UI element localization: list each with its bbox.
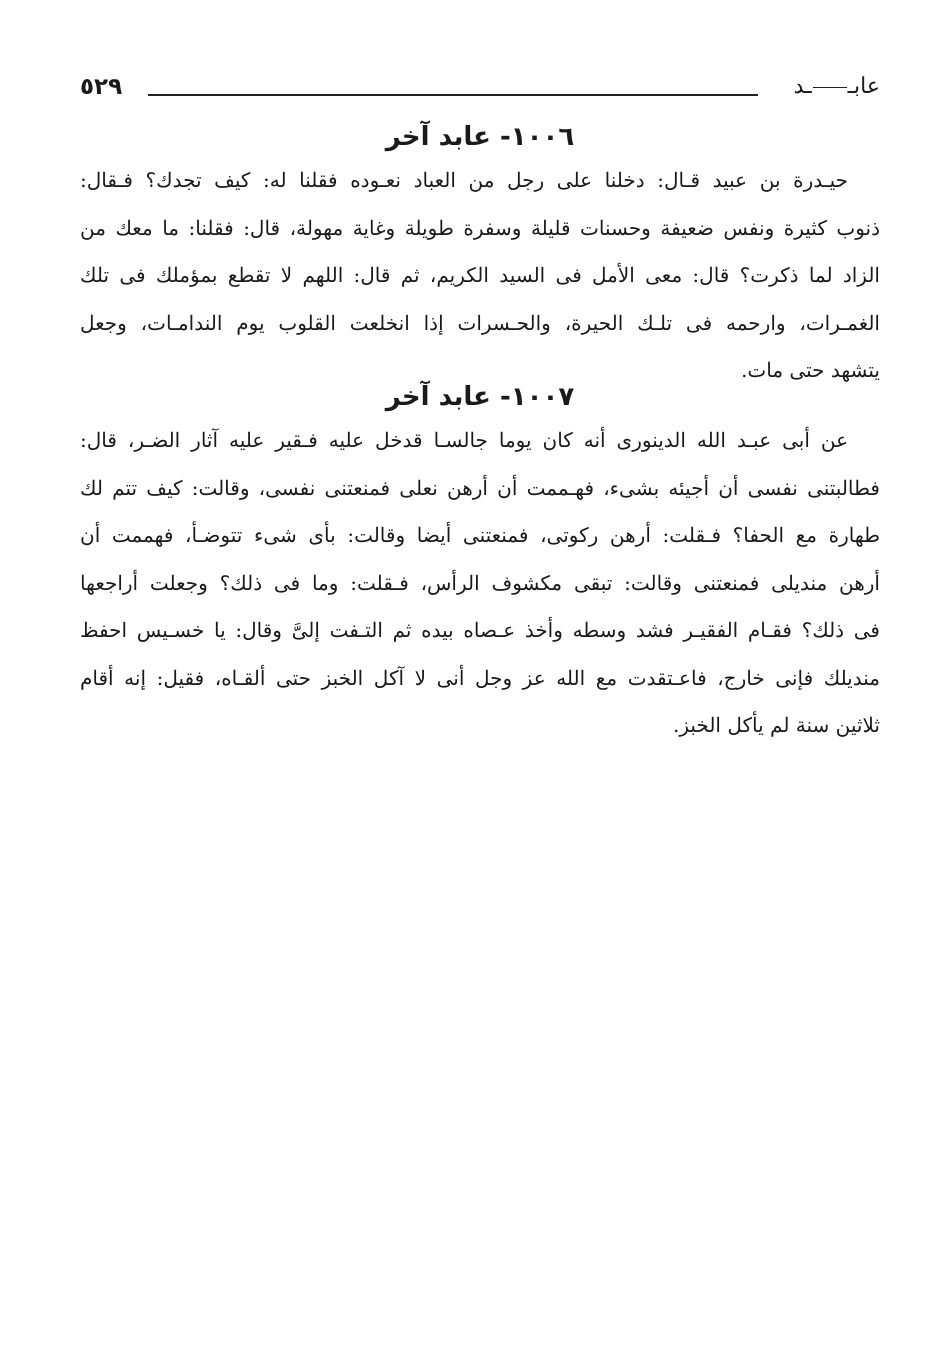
paragraph-line: الزاد لما ذكرت؟ قال: معى الأمل فى السيد الكريم، ثم قال: اللهم لا تقطع بمؤملك فى تلك (80, 263, 880, 287)
paragraph-line: فطالبتنى نفسى أن أجيئه بشىء، فهـممت أن أرهن نعلى فمنعتنى نفسى، وقالت: كيف تتم لك (80, 475, 880, 500)
entry-body-1006 (80, 157, 880, 395)
entry-title-1007: ١٠٠٧- عابد آخر (385, 382, 575, 412)
running-title (794, 74, 880, 99)
paragraph-line: ثلاثين سنة لم يأكل الخبز. (673, 713, 880, 737)
paragraph-line: عن أبى عبـد الله الدينورى أنه كان يوما جالسـا قدخل عليه فـقير عليه آثار الضـر، قال: (80, 428, 848, 452)
entry-body-1007 (80, 417, 880, 750)
paragraph-line: ذنوب كثيرة ونفس ضعيفة وحسنات قليلة وسفرة طويلة وغاية مهولة، قال: فقلنا: ما معك من (80, 215, 880, 240)
header-rule (148, 94, 758, 96)
entry-title-1006: ١٠٠٦- عابد آخر (385, 122, 575, 152)
running-title-stroke (813, 87, 847, 88)
paragraph-line: حيـدرة بن عبيد قـال: دخلنا على رجل من العباد نعـوده فقلنا له: كيف تجدك؟ فـقال: (80, 168, 848, 192)
paragraph-line: الغمـرات، وارحمه فى تلـك الحيرة، والحـسرات إذا انخلعت القلوب يوم الندامـات، وجعل (80, 310, 880, 335)
paragraph-line: أرهن منديلى فمنعتنى وقالت: تبقى مكشوف الرأس، فـقلت: وما فى ذلك؟ وجعلت أراجعها (80, 570, 880, 595)
running-title-tail: ـد (793, 74, 812, 99)
paragraph-line: طهارة مع الحفا؟ فـقلت: أرهن ركوتى، فمنعتنى أيضا وقالت: بأى شىء تتوضـأ، فهممت أن (80, 523, 880, 547)
running-title-text: عابـ (847, 74, 880, 99)
page-number: ٥٢٩ (80, 74, 123, 100)
paragraph-line: فى ذلك؟ فقـام الفقيـر فشد وسطه وأخذ عـصاه بيده ثم التـفت إلىَّ وقال: يا خسـيس احفظ (80, 618, 880, 642)
paragraph-line: منديلك فإنى خارج، فاعـتقدت مع الله عز وجل أنى لا آكل الخبز حتى ألقـاه، فقيل: إنه أقام (80, 665, 880, 690)
running-head (80, 72, 880, 112)
paragraph-line: يتشهد حتى مات. (741, 358, 880, 382)
